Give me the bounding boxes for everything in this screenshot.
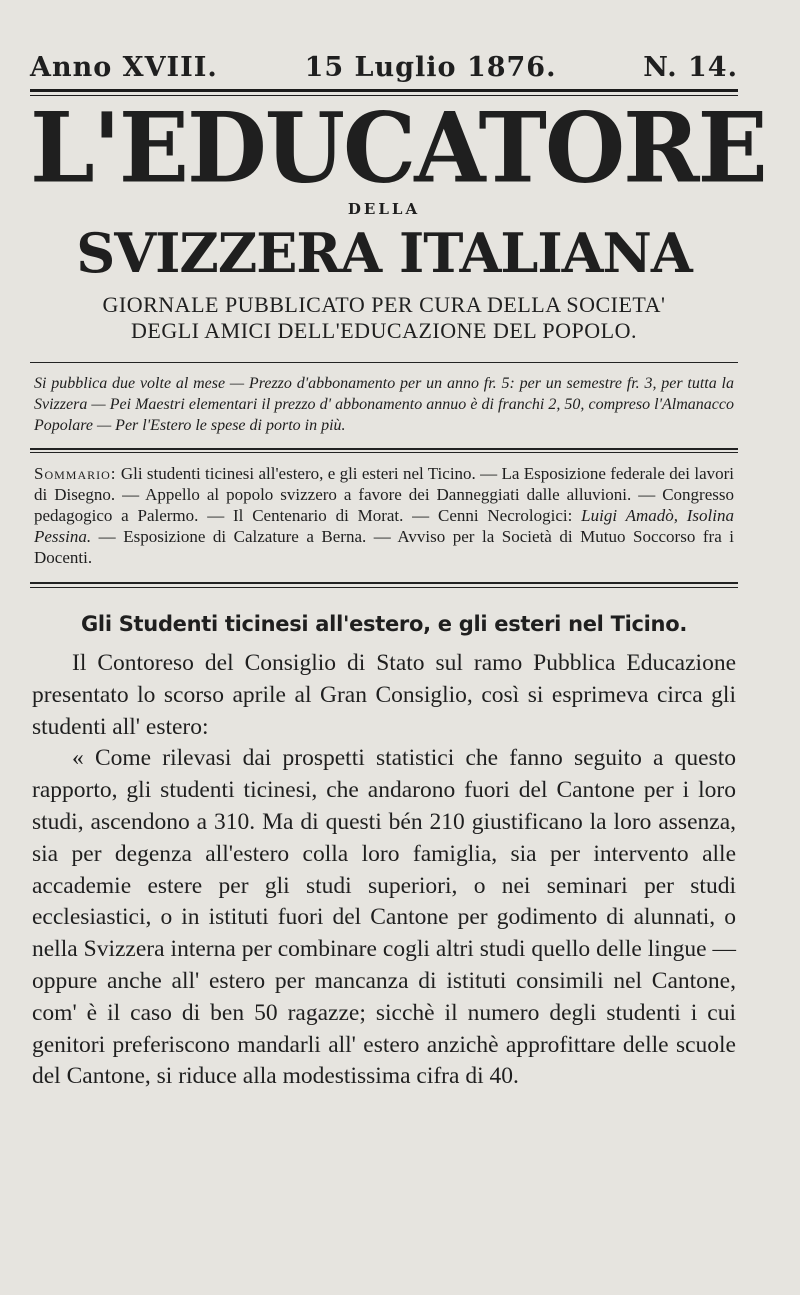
article-heading: Gli Studenti ticinesi all'estero, e gli esteri nel Ticino.	[80, 612, 688, 636]
article-paragraph-1: Il Contoreso del Consiglio di Stato sul ramo Pubblica Educazione presentato lo scorso aprile al Gran Consiglio, così si esprimeva circa gli studenti all' estero:	[32, 650, 736, 740]
tagline	[30, 292, 738, 344]
summary-text-2: — Esposizione di Calzature a Berna. — Avviso per la Società di Mutuo Soccorso fra i Docenti.	[34, 527, 734, 567]
masthead-date: 15 Luglio 1876.	[304, 52, 557, 83]
masthead-number: N. 14.	[643, 52, 738, 83]
summary-block	[30, 463, 738, 568]
tagline-line-2: DEGLI AMICI DELL'EDUCAZIONE DEL POPOLO.	[131, 318, 637, 343]
article-body	[30, 648, 738, 1093]
title-connector: DELLA	[347, 200, 421, 218]
newspaper-title: L'EDUCATORE	[30, 91, 766, 205]
newspaper-subtitle: SVIZZERA ITALIANA	[76, 221, 692, 285]
summary-lead: Sommario:	[34, 464, 117, 483]
summary-rule	[30, 582, 738, 588]
tagline-line-1: GIORNALE PUBBLICATO PER CURA DELLA SOCIETA'	[102, 292, 666, 317]
masthead-line	[30, 0, 738, 83]
article-paragraph-2: « Come rilevasi dai prospetti statistici che fanno seguito a questo rapporto, gli studenti ticinesi, che andarono fuori del Cantone per i loro studi, ascendono a 310. Ma di questi bén 210 giustificano la loro assenza, sia per degenza all'estero colla loro famiglia, sia per intervento alle accademie estere per gli studi superiori, o nei seminari per studi ecclesiastici, o in istituti fuori del Cantone per godimento di alunnati, o nella Svizzera interna per combinare cogli altri studi quello delle lingue — oppure anche all' estero per mancanza di istituti consimili nel Cantone, com' è il caso di ben 50 ragazze; sicchè il numero degli studenti i cui genitori preferiscono mandarli all' estero anzichè approfittare delle scuole del Cantone, si riduce alla modestissima cifra di 40.	[32, 745, 736, 1090]
tagline-rule	[30, 362, 738, 363]
summary-text-1: Gli studenti ticinesi all'estero, e gli esteri nel Ticino. — La Esposizione federale dei lavori di Disegno. — Appello al popolo svizzero a favore dei Danneggiati dalle alluvioni. — Congresso pedagogico a Palermo. — Il Centenario di Morat. — Cenni Necrologici:	[34, 464, 734, 525]
subscription-rule	[30, 448, 738, 453]
masthead-year: Anno XVIII.	[30, 52, 218, 83]
summary-names: Luigi Amadò, Isolina Pessina.	[34, 506, 734, 546]
subscription-notice: Si pubblica due volte al mese — Prezzo d'abbonamento per un anno fr. 5: per un semestre fr. 3, per tutta la Svizzera — Pei Maestri elementari il prezzo d' abbonamento annuo è di franchi 2, 50, compreso l'Almanacco Popolare — Per l'Estero le spese di porto in più.	[34, 375, 734, 434]
